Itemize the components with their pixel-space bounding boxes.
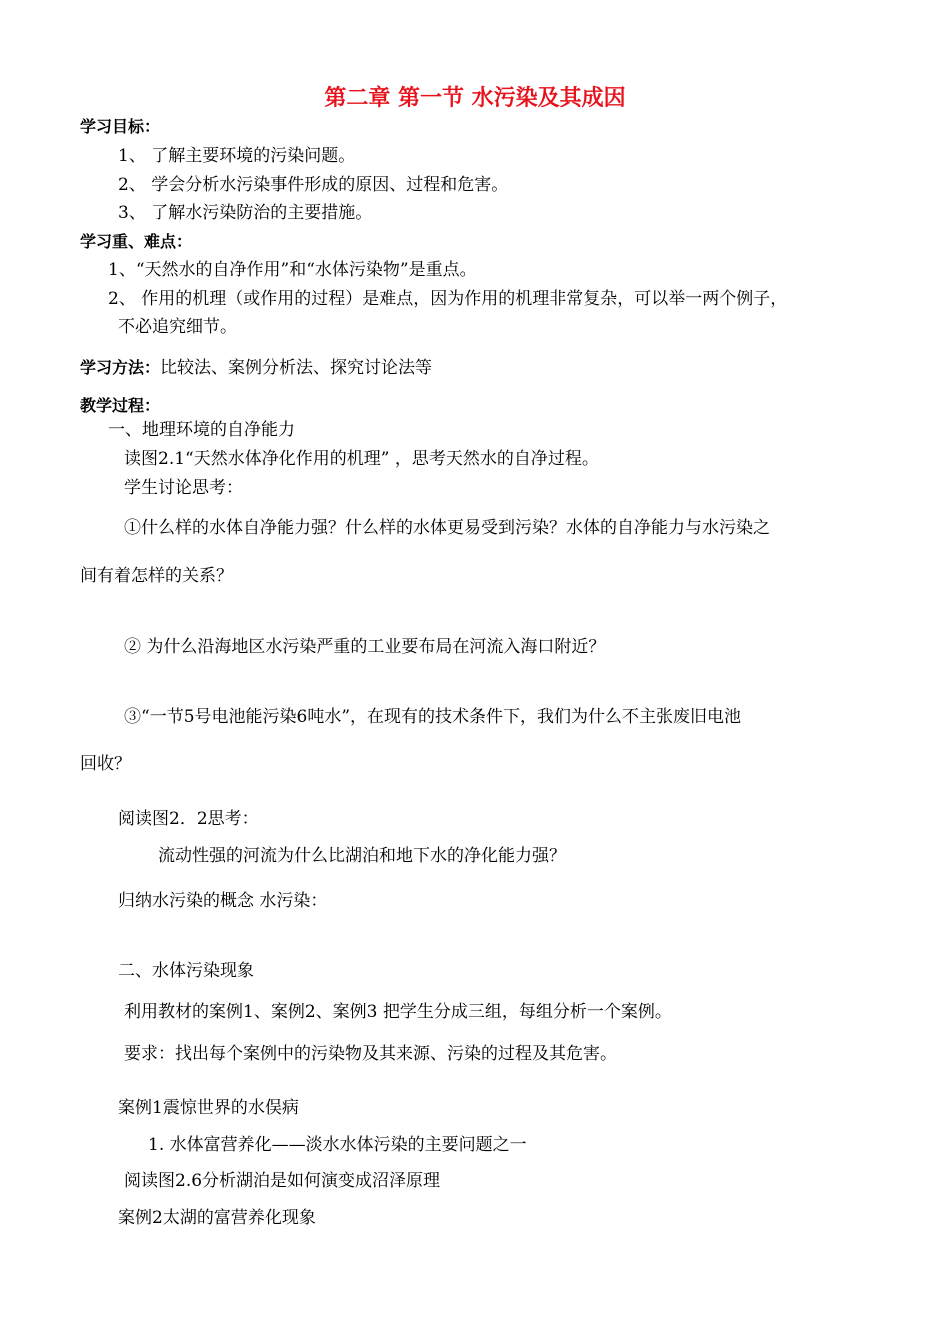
process-heading: 教学过程： [80,396,161,415]
section-1-title: 一、地理环境的自净能力 [108,420,295,440]
case-1: 案例1震惊世界的水俣病 [118,1098,299,1118]
water-pollution-concept: 归纳水污染的概念 水污染： [118,891,328,911]
question-1-line-1: ①什么样的水体自净能力强？什么样的水体更易受到污染？水体的自净能力与水污染之 [124,518,770,538]
goal-item-3: 3、 了解水污染防治的主要措施。 [118,203,373,223]
key-point-item-2-line-2: 不必追究细节。 [118,317,237,337]
question-1-line-2: 间有着怎样的关系？ [80,566,233,586]
read-figure-2-6: 阅读图2.6分析湖泊是如何演变成沼泽原理 [124,1171,441,1191]
methods-text: 比较法、案例分析法、探究讨论法等 [160,358,433,378]
read-figure-2-2-question: 流动性强的河流为什么比湖泊和地下水的净化能力强？ [158,846,566,866]
methods-line [80,357,432,379]
goals-heading: 学习目标： [80,117,161,136]
section-1-discuss: 学生讨论思考： [124,478,243,498]
question-3-line-1: ③“一节5号电池能污染6吨水”，在现有的技术条件下，我们为什么不主张废旧电池 [124,707,742,727]
section-2-use-cases: 利用教材的案例1、案例2、案例3 把学生分成三组，每组分析一个案例。 [124,1002,672,1022]
case-2: 案例2太湖的富营养化现象 [118,1208,316,1228]
section-2-title: 二、水体污染现象 [118,961,254,981]
key-point-item-2-line-1: 2、 作用的机理（或作用的过程）是难点，因为作用的机理非常复杂，可以举一两个例子， [108,289,788,309]
eutrophication-item: 1. 水体富营养化——淡水水体污染的主要问题之一 [148,1135,527,1155]
section-1-read-figure: 读图2.1“天然水体净化作用的机理” ，思考天然水的自净过程。 [124,449,599,469]
key-point-item-1: 1、“天然水的自净作用”和“水体污染物”是重点。 [108,260,477,280]
section-2-requirement: 要求：找出每个案例中的污染物及其来源、污染的过程及其危害。 [124,1044,617,1064]
goal-item-2: 2、 学会分析水污染事件形成的原因、过程和危害。 [118,175,509,195]
goal-item-1: 1、 了解主要环境的污染问题。 [118,146,356,166]
page-title: 第二章 第一节 水污染及其成因 [324,86,626,111]
read-figure-2-2: 阅读图2．2思考： [118,809,259,829]
methods-heading: 学习方法： [80,358,161,377]
key-points-heading: 学习重、难点： [80,232,193,251]
question-3-line-2: 回收？ [80,754,131,774]
question-2: ② 为什么沿海地区水污染严重的工业要布局在河流入海口附近？ [124,637,606,657]
